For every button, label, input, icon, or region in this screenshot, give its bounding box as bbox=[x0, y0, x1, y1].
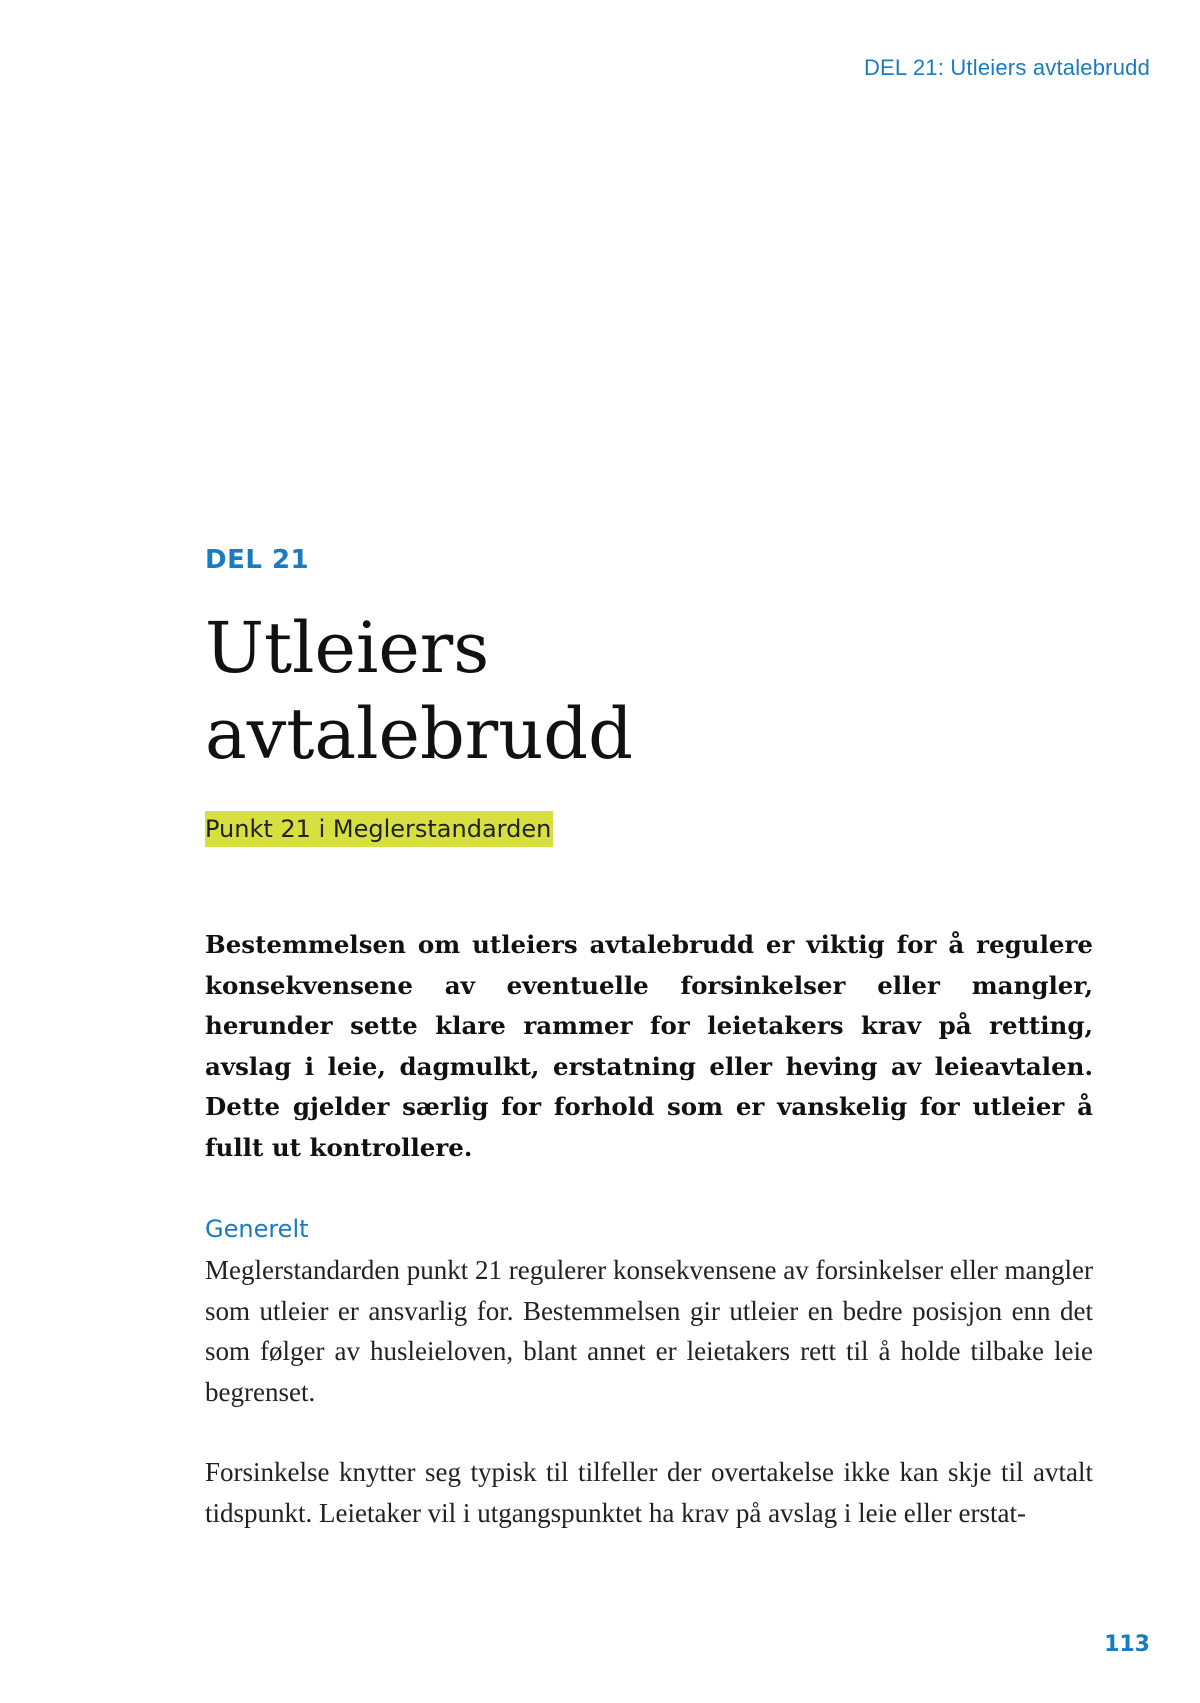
section-heading: Generelt bbox=[205, 1215, 309, 1243]
lead-paragraph: Bestemmelsen om utleiers avtalebrudd er viktig for å regulere konsekvensene av eventuelle forsinkelser eller mangler, herunder sette klare rammer for leietakers krav på retting, avslag i leie, dagmulkt, erstatning eller heving av leieavtalen. Dette gjelder særlig for forhold som er vanskelig for utleier å fullt ut kontrollere. bbox=[205, 930, 1093, 1162]
body-paragraph-2: Forsinkelse knytter seg typisk til tilfeller der overtakelse ikke kan skje til avtalt tidspunkt. Leietaker vil i utgangspunktet ha krav på avslag i leie eller erstat- bbox=[205, 1457, 1093, 1528]
chapter-content bbox=[205, 545, 1093, 1533]
chapter-title bbox=[205, 605, 1093, 777]
page-number: 113 bbox=[1104, 1632, 1150, 1657]
part-label: DEL 21 bbox=[205, 545, 310, 575]
chapter-title-line-1: Utleiers bbox=[205, 607, 490, 689]
body-paragraph-1: Meglerstandarden punkt 21 regulerer konsekvensene av forsinkelser eller mangler som utleier er ansvarlig for. Bestemmelsen gir utleier en bedre posisjon enn det som følger av husleieloven, blant annet er leietakers rett til å holde tilbake leie begrenset. bbox=[205, 1255, 1093, 1407]
running-header: DEL 21: Utleiers avtalebrudd bbox=[863, 55, 1150, 80]
source-badge: Punkt 21 i Meglerstandarden bbox=[205, 811, 553, 847]
chapter-title-line-2: avtalebrudd bbox=[205, 693, 633, 775]
